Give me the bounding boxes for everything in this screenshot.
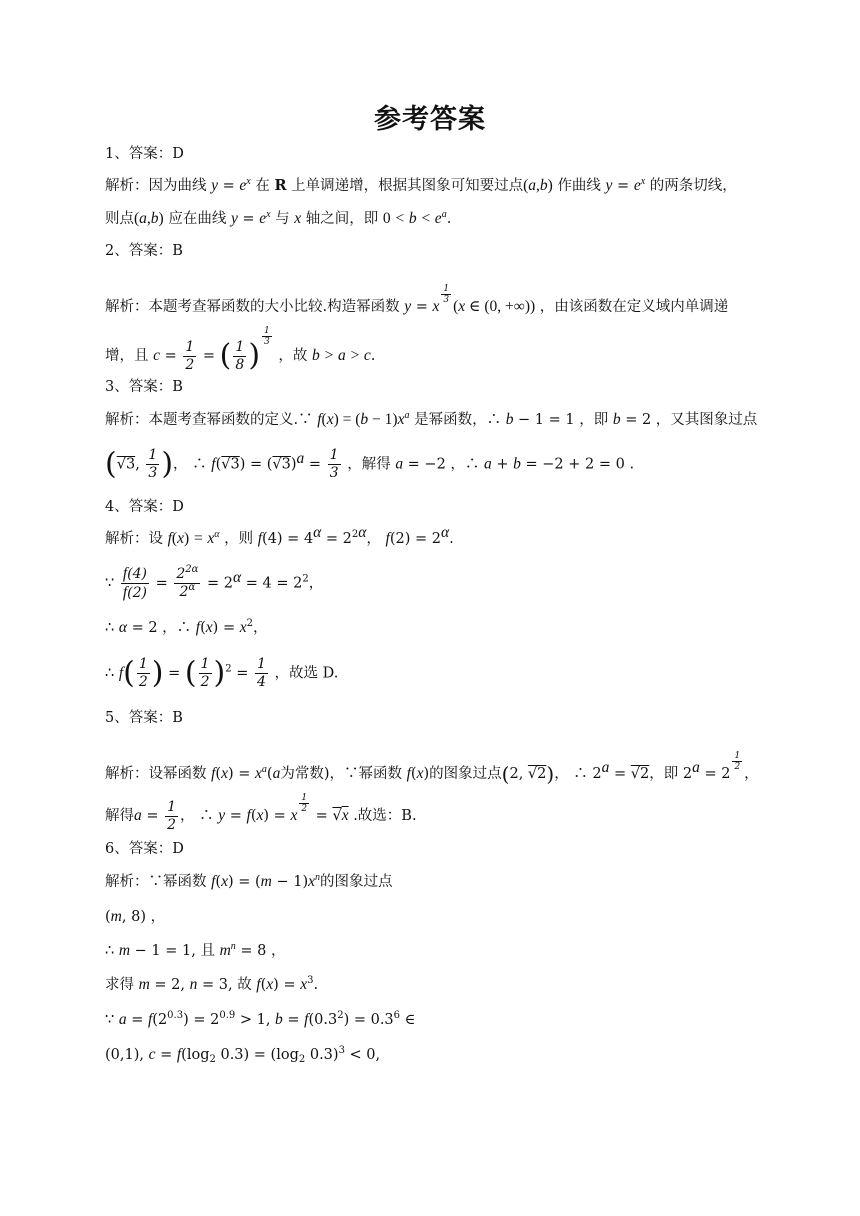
explanation-1-line-2: 则点(a,b) 应在曲线 $y = e^x$ 与 x 轴之间，即 $0 < b < e^a$. bbox=[105, 209, 452, 227]
explanation-6-line-4: 求得 m = 2, n = 3, 故 $f(x) = x^3$. bbox=[105, 975, 319, 993]
explanation-5-line-1: 解析：设幂函数 $f(x) = x^a(a$为常数)，∵幂函数 f(x)的图象过点(2, √2)， ∴ $2^a = √2$，即 $2^a = 2$ $\frac{1}{2}$ ， bbox=[105, 751, 759, 786]
explanation-6-line-6: (0,1), $c = f(\log_2$ $0.3) = (\log_2$ 0.3)$^3$ < 0, bbox=[105, 1045, 381, 1065]
explanation-6-line-5: ∵ $a = f(2^{0.3}) = 2^{0.9} > 1$, $b = f(0.3^2) = 0.3^6$ ∈ bbox=[105, 1010, 416, 1028]
explanation-2-line-1: 解析：本题考查幂函数的大小比较.构造幂函数 y = x $\frac{1}{3}$ (x ∈ (0, +∞)) ，由该函数在定义域内单调递 bbox=[105, 284, 729, 315]
answer-2: 2、答案：B bbox=[105, 243, 183, 259]
explanation-6-line-2: (m, 8) ， bbox=[105, 908, 166, 925]
explanation-4-line-1: 解析：设 $f(x) = x^\alpha$ ，则 $f(4) = 4^\alpha = 2^{2\alpha}$， $f(2) = 2^\alpha$. bbox=[105, 524, 454, 547]
explanation-4-line-2: ∵ $\frac{f(4)}{f(2)}$ = $\frac{2^{2\alpha}}{2^\alpha}$ = $2^\alpha = 4 = 2^2$， bbox=[105, 564, 324, 601]
answer-1: 1、答案：D bbox=[105, 146, 184, 162]
answer-4: 4、答案：D bbox=[105, 499, 184, 515]
answer-5: 5、答案：B bbox=[105, 710, 183, 726]
explanation-3-line-1: 解析：本题考查幂函数的定义.∵ $f(x) = (b - 1)x^a$ 是幂函数，∴ b − 1 = 1 ，即 b = 2 ，又其图象过点 bbox=[105, 410, 758, 428]
explanation-6-line-1: 解析：∵幂函数 $f(x) = (m - 1)x^n$的图象过点 bbox=[105, 872, 393, 890]
page-title: 参考答案 bbox=[374, 104, 486, 135]
explanation-4-line-3: ∴ α = 2 ，∴ $f(x) = x^2$， bbox=[105, 618, 268, 636]
explanation-2-line-2: 增，且 c = $\frac{1}{2}$ = ( $\frac{1}{8}$ ) $\frac{1}{3}$ ，故 b > a > c. bbox=[105, 326, 376, 373]
answer-6: 6、答案：D bbox=[105, 841, 184, 857]
answer-3: 3、答案：B bbox=[105, 379, 183, 395]
explanation-5-line-2: 解得a = $\frac{1}{2}$ ， ∴ y = f(x) = x $\frac{1}{2}$ = √x .故选：B. bbox=[105, 793, 417, 833]
explanation-1-line-1: 解析：因为曲线 $y = e^x$ 在 R 上单调递增，根据其图象可知要过点(a,b) 作曲线 $y = e^x$ 的两条切线， bbox=[105, 176, 737, 194]
explanation-4-line-4: ∴ f( $\frac{1}{2}$ ) = ( $\frac{1}{2}$ )$^2$ = $\frac{1}{4}$ ，故选 D. bbox=[105, 655, 339, 691]
explanation-6-line-3: ∴ m − 1 = 1, 且 $m^n = 8$ ， bbox=[105, 941, 286, 959]
explanation-3-line-2: (√3, $\frac{1}{3}$ )， ∴ $f(√3) = (√3)^a$ = $\frac{1}{3}$ ，解得 a = −2 ，∴ a + b = −2 + 2 = 0 . bbox=[105, 446, 635, 482]
